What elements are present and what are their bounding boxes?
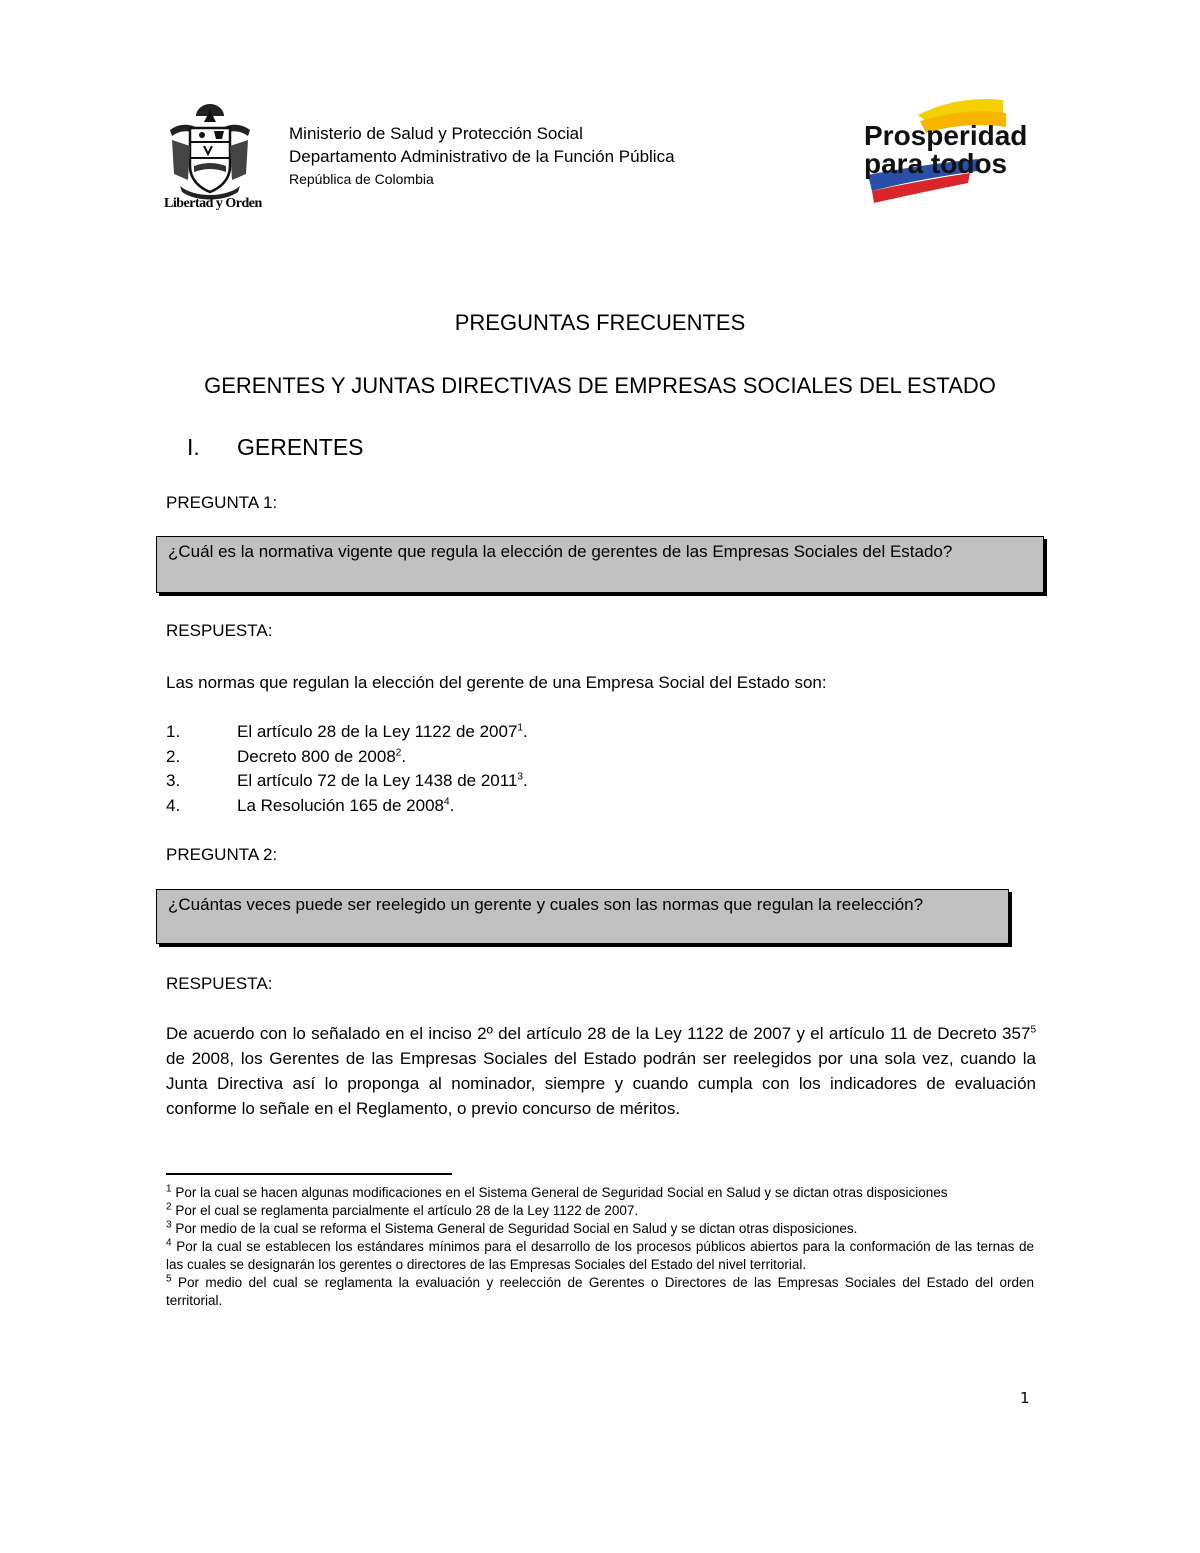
answer-2-paragraph: De acuerdo con lo señalado en el inciso 2º del artículo 28 de la Ley 1122 de 2007 y el artículo 11 de Decreto $357^5$ de 2008, los Gerentes de las Empresas Sociales del Estado podrán ser reelegidos por una sola vez, cuando la Junta Directiva así lo proponga al nominador, siempre y cuando cumpla con los indicadores de evaluación conforme lo señale en el Reglamento, o previo concurso de méritos.	[166, 1024, 1036, 1118]
list-item: 4. La Resolución 165 de 2008$^4$.	[166, 795, 455, 815]
header-institution-block	[289, 122, 675, 190]
footnote: $^1$ Por la cual se hacen algunas modificaciones en el Sistema General de Seguridad Social en Salud y se dictan otras disposiciones	[166, 1183, 948, 1200]
footnote-ref[interactable]: 3	[517, 771, 523, 783]
list-item: 2. Decreto 800 de 2008$^2$.	[166, 746, 407, 766]
section-title: GERENTES	[237, 434, 364, 460]
question-1-label: PREGUNTA 1:	[166, 493, 278, 512]
crest-motto: Libertad y Orden	[164, 196, 262, 211]
footnote-separator	[166, 1173, 452, 1175]
footnote-ref[interactable]: 2	[395, 746, 402, 758]
document-subtitle: GERENTES Y JUNTAS DIRECTIVAS DE EMPRESAS SOCIALES DEL ESTADO	[204, 373, 996, 398]
footnote-ref[interactable]: 4	[444, 795, 450, 807]
footnote: $^5$ Por medio del cual se reglamenta la evaluación y reelección de Gerentes o Directores de las Empresas Sociales del Estado del orden territorial.	[166, 1273, 1034, 1308]
question-1-text: ¿Cuál es la normativa vigente que regula la elección de gerentes de las Empresas Sociales del Estado?	[168, 542, 953, 561]
footnote-ref[interactable]: 1	[517, 722, 523, 734]
section-heading	[187, 434, 364, 461]
answer-2-label: RESPUESTA:	[166, 974, 273, 993]
list-item: 3. El artículo 72 de la Ley 1438 de 2011$^3$.	[166, 771, 528, 790]
section-number: I.	[187, 434, 200, 460]
norms-list	[166, 720, 528, 818]
question-1-box	[156, 536, 1044, 593]
ministry-name: Ministerio de Salud y Protección Social	[289, 124, 583, 143]
footnote-ref[interactable]: 5	[1030, 1024, 1036, 1036]
country-name: República de Colombia	[289, 171, 434, 187]
department-name: Departamento Administrativo de la Función Pública	[289, 147, 675, 166]
footnotes	[166, 1184, 1034, 1310]
question-2-box	[156, 889, 1009, 944]
answer-1-intro: Las normas que regulan la elección del gerente de una Empresa Social del Estado son:	[166, 673, 827, 692]
document-title: PREGUNTAS FRECUENTES	[454, 310, 746, 335]
footnote: $^4$ Por la cual se establecen los estándares mínimos para el desarrollo de los procesos públicos abiertos para la conformación de las ternas de las cuales se designarán los gerentes o directores de las Empresas Sociales del Estado del nivel territorial.	[166, 1237, 1034, 1272]
page-number: 1	[1020, 1389, 1030, 1407]
answer-1-label: RESPUESTA:	[166, 621, 273, 640]
logo-word-prosperidad: Prosperidad	[864, 120, 1028, 151]
question-2-label: PREGUNTA 2:	[166, 845, 278, 864]
footnote: $^3$ Por medio de la cual se reforma el Sistema General de Seguridad Social en Salud y se dictan otras disposiciones.	[166, 1219, 858, 1236]
logo-word-para-todos: para todos	[864, 148, 1008, 179]
prosperidad-para-todos-logo	[858, 95, 1028, 210]
footnote: $^2$ Por el cual se reglamenta parcialmente el artículo 28 de la Ley 1122 de 2007.	[166, 1201, 639, 1218]
list-item: 1. El artículo 28 de la Ley 1122 de 2007$^1$.	[166, 722, 528, 741]
question-2-text: ¿Cuántas veces puede ser reelegido un gerente y cuales son las normas que regulan la reelección?	[168, 895, 924, 914]
